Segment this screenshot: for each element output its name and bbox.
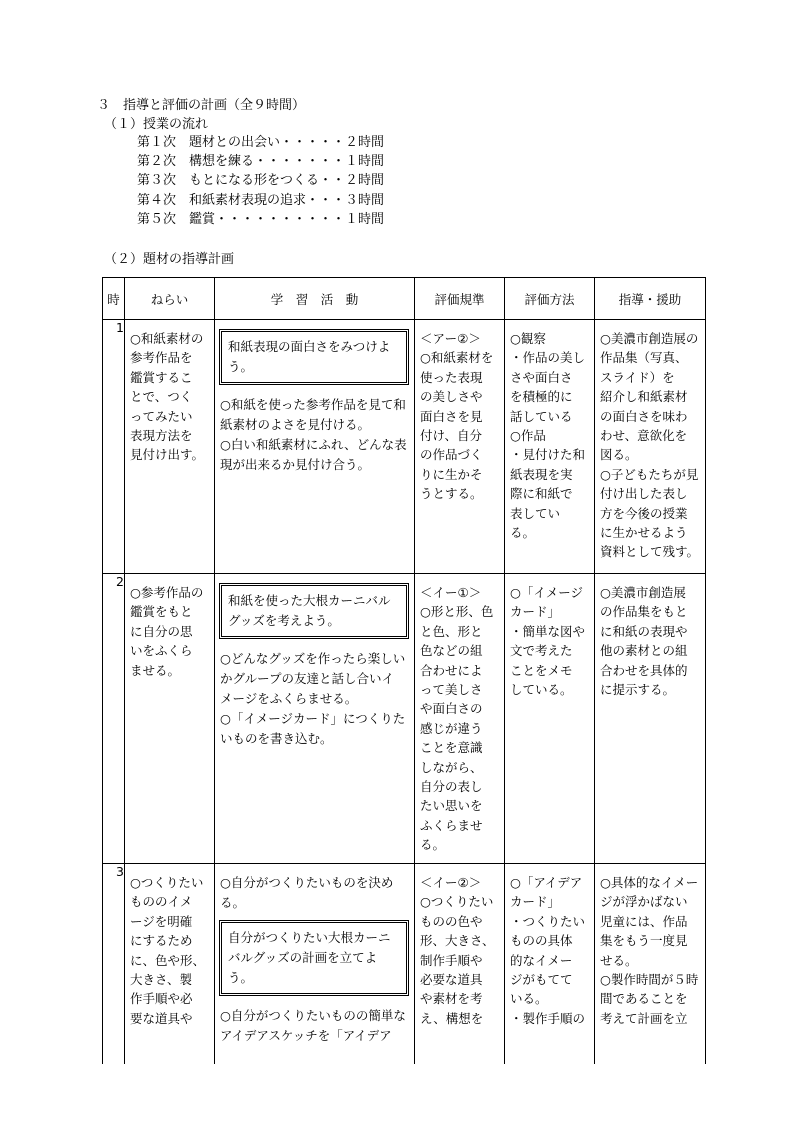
aim-line: ○和紙素材の (130, 331, 204, 346)
criteria-line: 必要な道具 (420, 972, 483, 988)
criteria-line: りに生かそ (420, 466, 483, 482)
criteria-line: 感じが違う (420, 720, 483, 736)
flow-heading: （１）授業の流れ (104, 117, 209, 132)
goal-line: グッズを考えよう。 (228, 613, 340, 628)
aim-line: ませる。 (130, 662, 181, 678)
row-criteria (415, 574, 505, 864)
activity-line: る。 (220, 895, 246, 910)
criteria-line: 合わせによ (420, 662, 483, 678)
activity-item (220, 873, 410, 913)
pre-activity (215, 864, 414, 913)
table-header-row (103, 278, 706, 320)
section-heading: ３ 指導と評価の計画（全９時間） (97, 98, 306, 113)
support-text (595, 320, 705, 568)
criteria-text (415, 574, 504, 861)
aim-text (125, 574, 214, 686)
activity-line: メージをふくらませる。 (220, 691, 358, 706)
method-line: 文で考えた (510, 643, 573, 659)
criteria-line: って美しさ (420, 682, 483, 698)
criteria-line: ふくらませ (420, 817, 483, 833)
method-line: ○「イメージ (510, 585, 584, 600)
aim-line: ○つくりたい (130, 875, 204, 890)
criteria-line: 制作手順や (420, 952, 483, 968)
method-line: ジがもてて (510, 972, 573, 988)
method-line: 紙表現を実 (510, 466, 573, 482)
header-method: 評価方法 (505, 278, 595, 320)
criteria-line: ○形と形、色 (420, 604, 494, 620)
row-method (505, 864, 595, 1064)
activity-item (220, 1006, 410, 1046)
method-text (505, 864, 594, 1034)
aim-line: に自分の思 (130, 623, 193, 639)
criteria-text (415, 320, 504, 510)
criteria-line: ＜イー①＞ (420, 585, 482, 600)
criteria-line: の作品づく (420, 447, 483, 463)
method-line: カード」 (510, 894, 561, 910)
criteria-line: え、構想を (420, 1010, 484, 1026)
aim-line: にするため (130, 933, 193, 949)
method-line: 話している (510, 408, 573, 424)
activity-line: かグループの友達と話し合いイ (220, 671, 395, 686)
support-line: 作品集（写真、 (600, 350, 688, 366)
row-method (505, 574, 595, 864)
support-line: せる。 (600, 952, 638, 968)
method-line: ものの具体 (510, 933, 573, 949)
method-text (505, 574, 594, 705)
activity-line: いものを書き込む。 (220, 731, 333, 746)
support-line: 児童には、作品 (600, 913, 688, 929)
row-activities (215, 864, 415, 1064)
row-criteria (415, 320, 505, 574)
activity-item (220, 709, 410, 749)
method-line: 的なイメー (510, 952, 573, 968)
method-line: ・見付けた和 (510, 447, 586, 463)
table-row (103, 864, 706, 1064)
support-line: 図る。 (600, 447, 638, 463)
goal-line: 和紙表現の面白さをみつけよ (228, 339, 391, 354)
method-line: いる。 (510, 991, 548, 1007)
plan-heading: （２）題材の指導計画 (104, 252, 235, 267)
method-line: ○観察 (510, 331, 546, 346)
row-method (505, 320, 595, 574)
support-line: 紹介し和紙素材 (600, 389, 688, 405)
activity-list (215, 1006, 414, 1046)
method-line: ことをメモ (510, 662, 573, 678)
method-line: を積極的に (510, 389, 573, 405)
support-line: に提示する。 (600, 682, 676, 698)
row-time: 3 (103, 864, 125, 1064)
learning-goal-box (219, 583, 409, 639)
table-row (103, 320, 706, 574)
criteria-line: うとする。 (420, 486, 483, 502)
activity-line: ○どんなグッズを作ったら楽しい (220, 651, 406, 666)
criteria-line: 色などの組 (420, 643, 483, 659)
aim-text (125, 864, 214, 1034)
aim-text (125, 320, 214, 471)
activity-item (220, 649, 410, 709)
row-aim (125, 320, 215, 574)
method-text (505, 320, 594, 548)
row-time: 2 (103, 574, 125, 864)
header-activities: 学 習 活 動 (215, 278, 415, 320)
method-line: さや面白さ (510, 369, 573, 385)
method-line: 際に和紙で (510, 486, 573, 502)
method-line: ・つくりたい (510, 913, 586, 929)
criteria-line: たい思いを (420, 798, 483, 814)
criteria-line: ○和紙素材を (420, 350, 494, 366)
row-aim (125, 864, 215, 1064)
method-line: ○作品 (510, 428, 546, 444)
aim-line: 鑑賞するこ (130, 369, 193, 385)
criteria-line: 面白さを見 (420, 408, 483, 424)
activity-item (220, 435, 410, 475)
criteria-line: る。 (420, 837, 446, 853)
method-line: ・製作手順の (510, 1010, 586, 1026)
method-line: カード」 (510, 604, 561, 620)
schedule-item: 第２次 構想を練る・・・・・・・１時間 (137, 154, 385, 170)
support-line: ジが浮かばない (600, 894, 688, 910)
support-line: の作品集をもと (600, 604, 688, 620)
criteria-line: 形、大きさ、 (420, 933, 495, 949)
criteria-line: 付け、自分 (420, 428, 483, 444)
support-line: 考えて計画を立 (600, 1010, 688, 1026)
support-line: 方を今後の授業 (600, 505, 688, 521)
aim-line: とで、つく (130, 389, 193, 405)
method-line: る。 (510, 525, 536, 541)
support-line: ○製作時間が５時 (600, 972, 699, 988)
header-time: 時 (103, 278, 125, 320)
goal-line: バルグッズの計画を立てよう。 (228, 950, 378, 985)
support-line: の面白さを味わ (600, 408, 688, 424)
row-support (595, 864, 706, 1064)
aim-line: に、色や形、 (130, 952, 206, 968)
row-aim (125, 574, 215, 864)
row-activities (215, 320, 415, 574)
row-criteria (415, 864, 505, 1064)
row-time: 1 (103, 320, 125, 574)
activity-item (220, 395, 410, 435)
aim-line: ○参考作品の (130, 585, 204, 600)
support-text (595, 864, 705, 1034)
criteria-line: ○つくりたい (420, 894, 494, 910)
activity-line: ○白い和紙素材にふれ、どんな表 (220, 437, 407, 452)
goal-line: 和紙を使った大根カーニバル (228, 593, 391, 608)
criteria-text (415, 864, 504, 1034)
aim-line: もののイメ (130, 894, 193, 910)
aim-line: ってみたい (130, 408, 193, 424)
row-activities (215, 574, 415, 864)
support-line: ○美濃市創造展 (600, 585, 686, 600)
schedule-item: 第１次 題材との出会い・・・・・２時間 (137, 135, 385, 150)
activity-line: アイデアスケッチを「アイデア (220, 1028, 392, 1043)
support-text (595, 574, 705, 705)
aim-line: 表現方法を (130, 428, 193, 444)
support-line: 合わせを具体的 (600, 662, 688, 678)
schedule-item: 第５次 鑑賞・・・・・・・・・・１時間 (137, 211, 385, 227)
activity-line: ○「イメージカード」につくりた (220, 711, 406, 726)
learning-goal-box (219, 329, 409, 385)
support-line: 他の素材との組 (600, 643, 688, 659)
support-line: 付け出した表し (600, 486, 688, 502)
support-line: 間であることを (600, 991, 688, 1007)
method-line: ・簡単な図や (510, 623, 586, 639)
support-line: に和紙の表現や (600, 623, 688, 639)
criteria-line: しながら、 (420, 759, 483, 775)
criteria-line: ものの色や (420, 913, 483, 929)
row-support (595, 574, 706, 864)
activity-line: 現が出来るか見付け合う。 (220, 457, 371, 472)
activity-line: ○和紙を使った参考作品を見て和 (220, 397, 406, 412)
criteria-line: と色、形と (420, 623, 483, 639)
criteria-line: ことを意識 (420, 740, 483, 756)
aim-line: ージを明確 (130, 913, 193, 929)
support-line: スライド）を (600, 369, 675, 385)
method-line: ○「アイデア (510, 875, 583, 890)
criteria-line: や面白さの (420, 701, 483, 717)
goal-line: 自分がつくりたい大根カーニ (228, 930, 391, 945)
aim-line: 見付け出す。 (130, 447, 205, 463)
criteria-line: ＜アー②＞ (420, 331, 481, 346)
aim-line: 参考作品を (130, 350, 193, 366)
learning-goal-box (219, 920, 409, 996)
activity-list (215, 395, 414, 475)
support-line: に生かせるよう (600, 525, 688, 541)
aim-line: 要な道具や (130, 1010, 193, 1026)
table-row (103, 574, 706, 864)
support-line: ○美濃市創造展の (600, 331, 699, 346)
criteria-line: ＜イー②＞ (420, 875, 482, 890)
lesson-schedule (137, 133, 384, 229)
support-line: ○具体的なイメー (600, 875, 699, 890)
header-support: 指導・援助 (595, 278, 706, 320)
support-line: 集をもう一度見 (600, 933, 688, 949)
method-line: 表してい (510, 505, 561, 521)
criteria-line: 使った表現 (420, 369, 483, 385)
activity-list (215, 649, 414, 749)
support-line: ○子どもたちが見 (600, 466, 699, 482)
header-aim: ねらい (125, 278, 215, 320)
criteria-line: 自分の表し (420, 779, 483, 795)
instruction-plan-table (102, 277, 706, 1064)
support-line: わせ、意欲化を (600, 428, 688, 444)
criteria-line: や素材を考 (420, 991, 483, 1007)
aim-line: 鑑賞をもと (130, 604, 193, 620)
support-line: 資料として残す。 (600, 544, 700, 560)
method-line: ・作品の美し (510, 350, 586, 366)
aim-line: いをふくら (130, 643, 193, 659)
aim-line: 作手順や必 (130, 991, 193, 1007)
header-criteria: 評価規準 (415, 278, 505, 320)
activity-line: ○自分がつくりたいものの簡単な (220, 1008, 406, 1023)
activity-line: ○自分がつくりたいものを決め (220, 875, 394, 890)
criteria-line: の美しさや (420, 389, 483, 405)
activity-line: 紙素材のよさを見付ける。 (220, 417, 371, 432)
goal-line: う。 (228, 359, 254, 374)
aim-line: 大きさ、製 (130, 972, 193, 988)
schedule-item: 第４次 和紙素材表現の追求・・・３時間 (137, 192, 385, 208)
schedule-item: 第３次 もとになる形をつくる・・２時間 (137, 173, 385, 189)
row-support (595, 320, 706, 574)
method-line: している。 (510, 682, 573, 698)
